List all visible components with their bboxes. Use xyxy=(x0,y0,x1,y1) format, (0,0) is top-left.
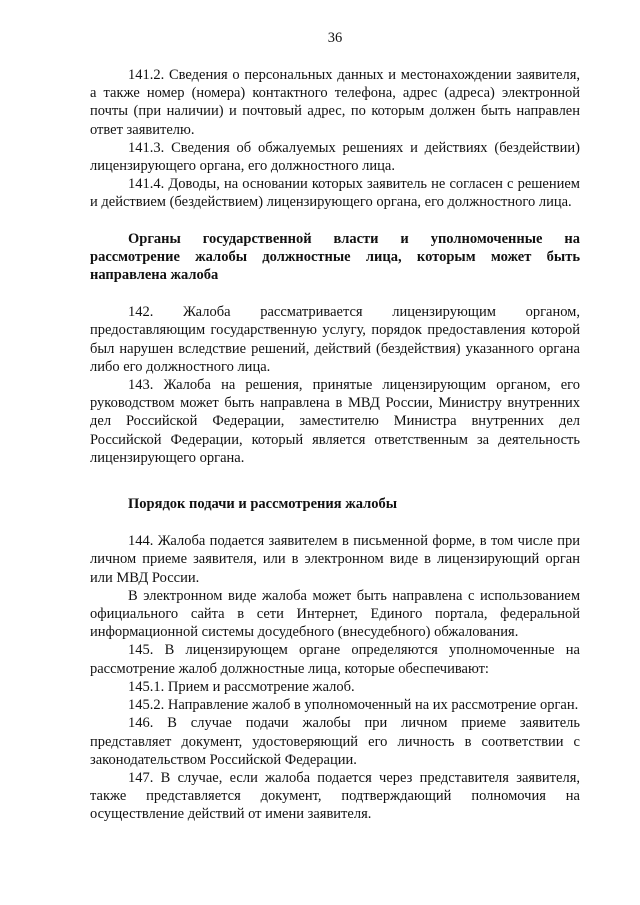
page-number: 36 xyxy=(327,30,343,46)
paragraph-142: 142. Жалоба рассматривается лицензирующим органом, предоставляющим государственную услугу, порядок предоставления которой был нарушен вследствие решений, действий (бездействия) указанного органа либо его должностного лица. xyxy=(90,304,580,375)
paragraph-147: 147. В случае, если жалоба подается через представителя заявителя, также представляется документ, подтверждающий полномочия на осуществление действий от имени заявителя. xyxy=(90,769,580,823)
paragraph-145-1: 145.1. Прием и рассмотрение жалоб. xyxy=(128,678,355,695)
section-heading-procedure: Порядок подачи и рассмотрения жалобы xyxy=(128,496,398,513)
paragraph-141-4: 141.4. Доводы, на основании которых заявитель не согласен с решением и действием (бездействием) лицензирующего органа, его должностного лица. xyxy=(90,176,580,211)
paragraph-141-3: 141.3. Сведения об обжалуемых решениях и действиях (бездействии) лицензирующего органа, его должностного лица. xyxy=(90,139,580,175)
paragraph-electronic: В электронном виде жалоба может быть направлена с использованием официального сайта в сети Интернет, Единого портала, федеральной информационной системы досудебного (внесудебного) обжалования. xyxy=(90,587,580,641)
section-heading-authorities: Органы государственной власти и уполномоченные на рассмотрение жалобы должностные лица, которым может быть направлена жалоба xyxy=(90,230,580,284)
paragraph-141-2: 141.2. Сведения о персональных данных и местонахождении заявителя, а также номер (номера) контактного телефона, адрес (адреса) электронной почты (при наличии) и почтовый адрес, по которым должен быть направлен ответ заявителю. xyxy=(90,67,580,138)
paragraph-146: 146. В случае подачи жалобы при личном приеме заявитель представляет документ, удостоверяющий его личность в соответствии с законодательством Российской Федерации. xyxy=(90,715,580,768)
paragraph-145: 145. В лицензирующем органе определяются уполномоченные на рассмотрение жалоб должностные лица, которые обеспечивают: xyxy=(90,642,580,677)
paragraph-145-2: 145.2. Направление жалоб в уполномоченный на их рассмотрение орган. xyxy=(128,697,579,714)
paragraph-144: 144. Жалоба подается заявителем в письменной форме, в том числе при личном приеме заявителя, или в электронном виде в лицензирующий орган или МВД России. xyxy=(90,533,580,586)
paragraph-143: 143. Жалоба на решения, принятые лицензирующим органом, его руководством может быть направлена в МВД России, Министру внутренних дел Российской Федерации, заместителю Министра внутренних дел Российской Федерации, который является ответственным за деятельность лицензирующего органа. xyxy=(90,377,580,466)
